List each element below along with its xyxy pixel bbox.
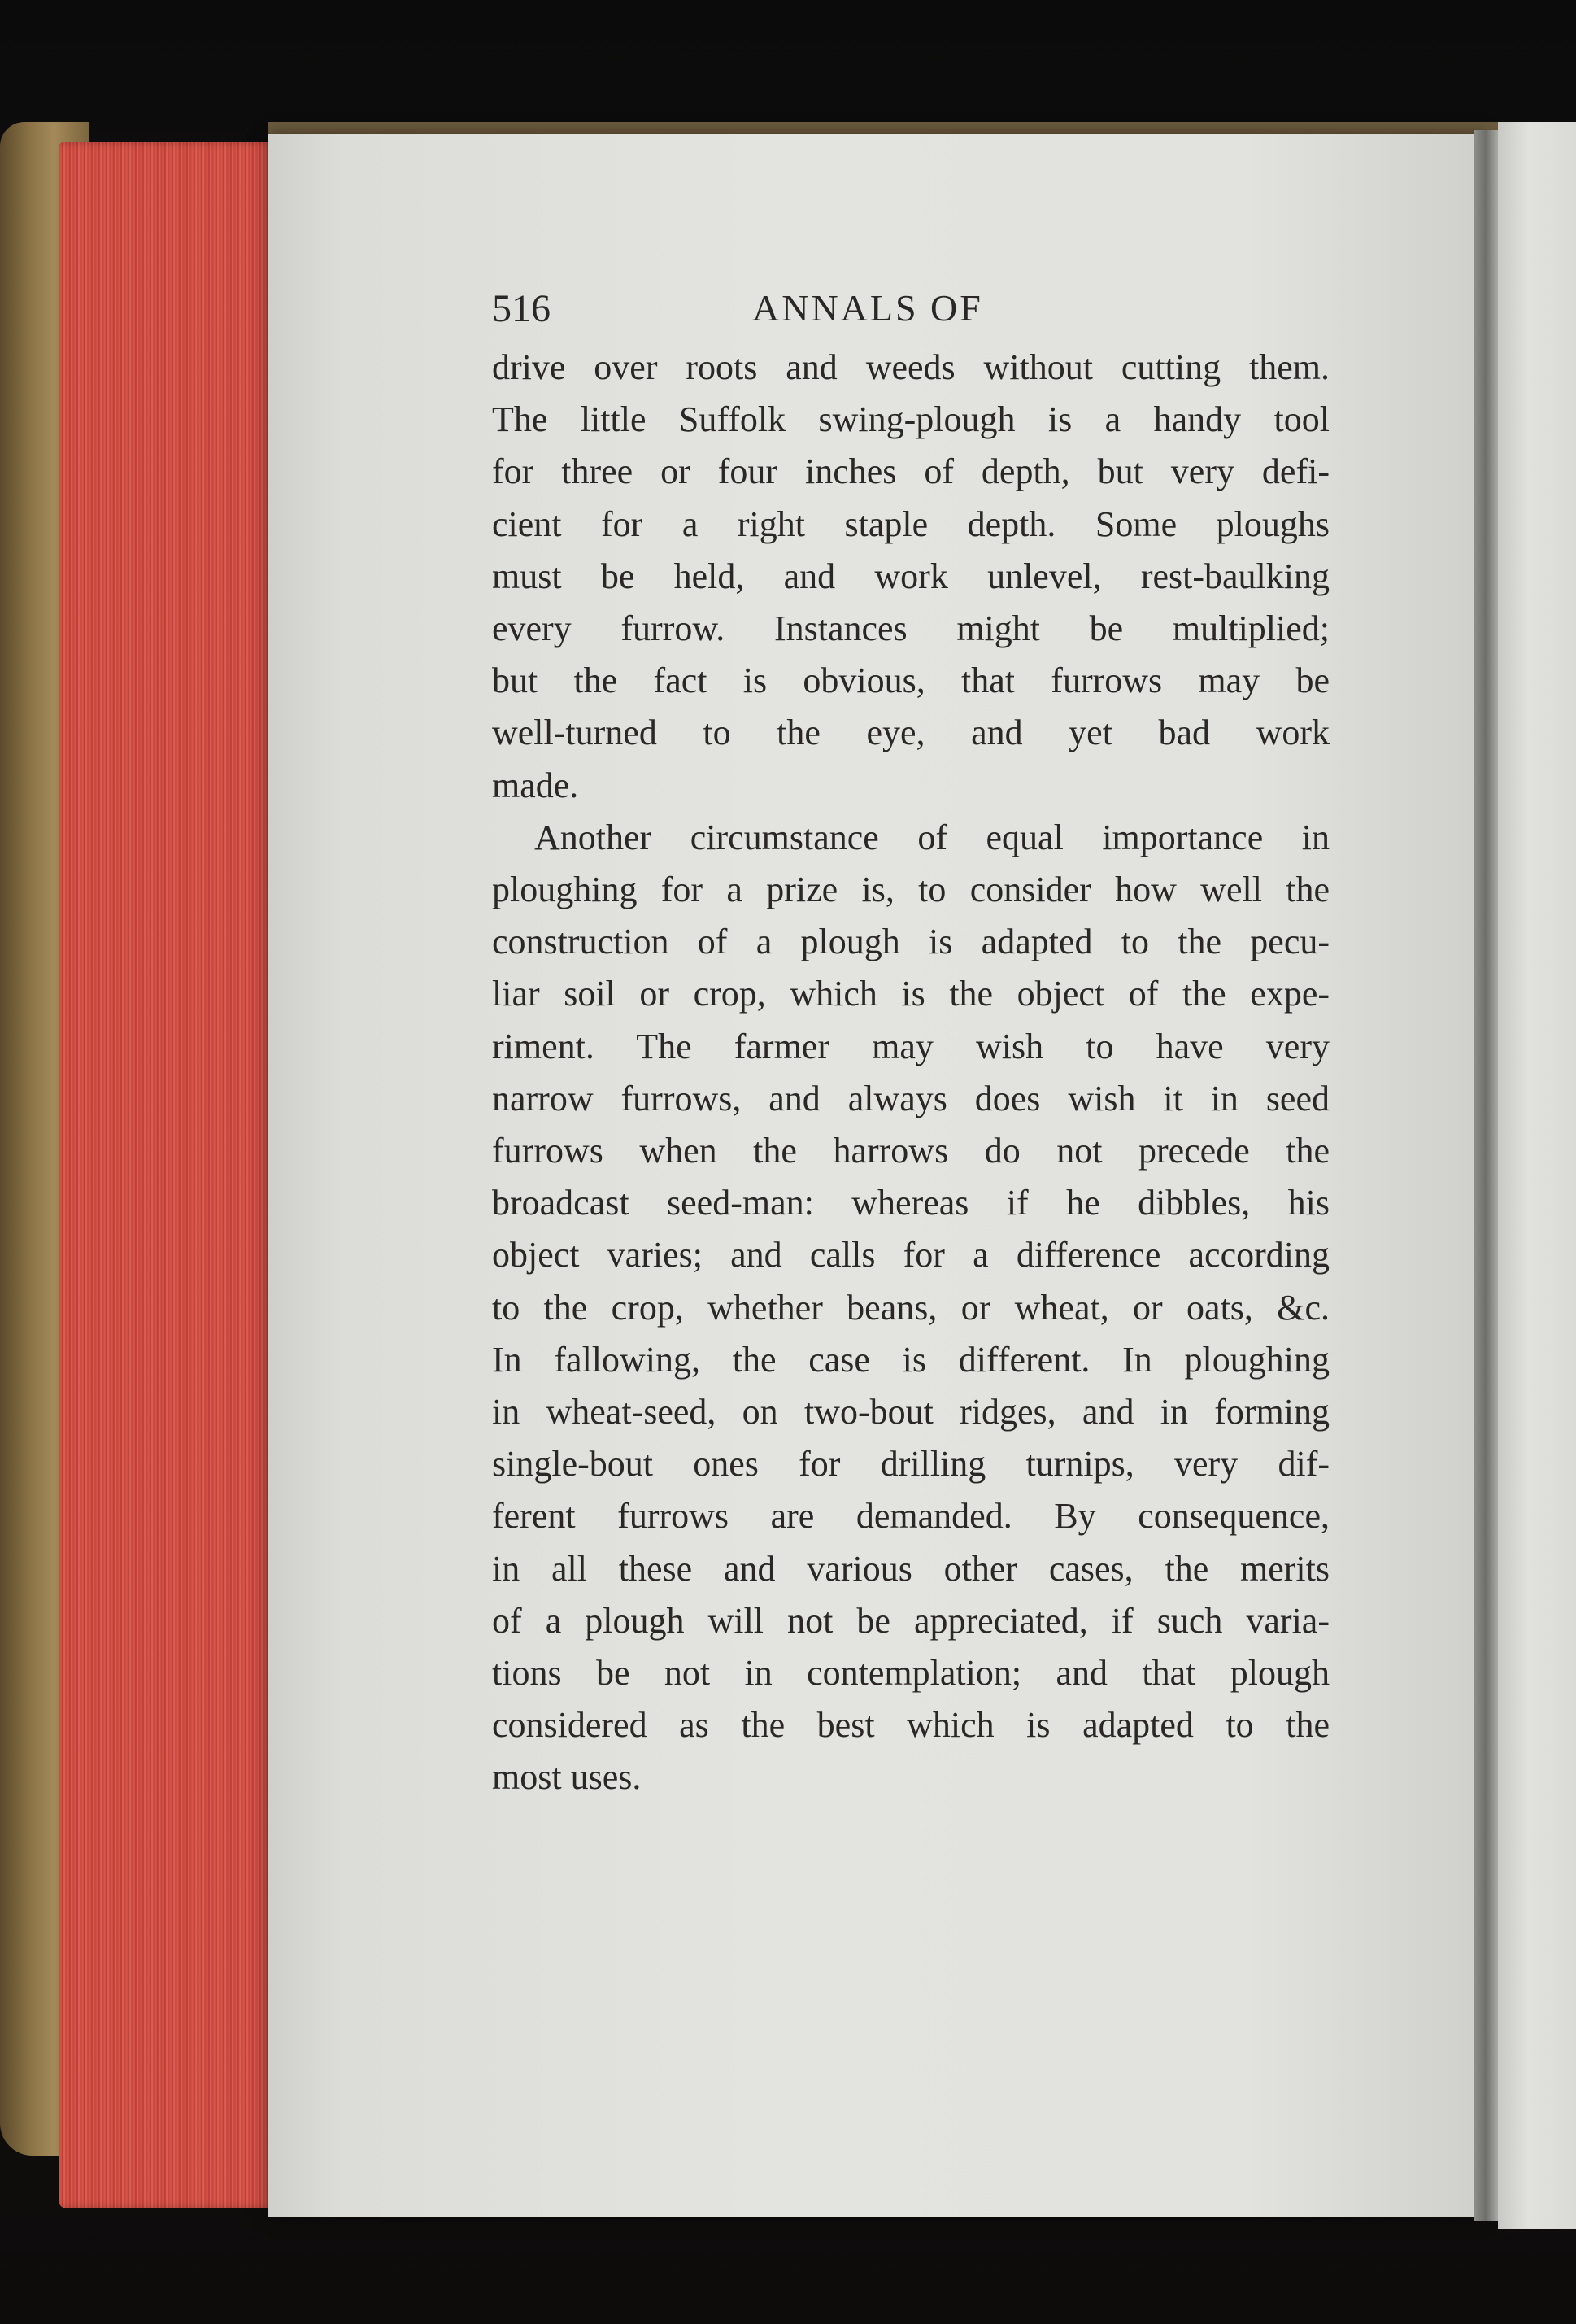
text-line: Another circumstance of equal importance in — [534, 817, 1330, 857]
text-line: well-turned to the eye, and yet bad work — [492, 713, 1330, 753]
paragraph-1 — [492, 342, 1330, 812]
text-line: furrows when the harrows do not precede the — [492, 1131, 1330, 1171]
text-line: drive over roots and weeds without cutting them. — [492, 347, 1330, 387]
paragraph-2 — [492, 812, 1330, 1804]
text-line: The little Suffolk swing-plough is a handy tool — [492, 399, 1330, 440]
text-line: must be held, and work unlevel, rest-baulking — [492, 556, 1330, 596]
text-line: narrow furrows, and always does wish it in seed — [492, 1078, 1330, 1118]
text-line: but the fact is obvious, that furrows may be — [492, 661, 1330, 701]
running-head — [492, 277, 1330, 342]
running-title: ANNALS OF — [752, 287, 983, 329]
text-line: In fallowing, the case is different. In ploughing — [492, 1339, 1330, 1380]
page-text-block — [492, 277, 1330, 1804]
page-number: 516 — [492, 287, 551, 330]
text-line: single-bout ones for drilling turnips, very dif- — [492, 1444, 1330, 1485]
text-line: object varies; and calls for a difference according — [492, 1235, 1330, 1275]
text-line: in wheat-seed, on two-bout ridges, and in forming — [492, 1392, 1330, 1432]
text-line: in all these and various other cases, the merits — [492, 1548, 1330, 1589]
text-line: construction of a plough is adapted to the pecu- — [492, 922, 1330, 962]
text-line: every furrow. Instances might be multiplied; — [492, 608, 1330, 649]
text-line: ferent furrows are demanded. By consequence, — [492, 1496, 1330, 1537]
text-line: for three or four inches of depth, but very defi- — [492, 451, 1330, 492]
text-line: considered as the best which is adapted to the — [492, 1705, 1330, 1746]
text-line: broadcast seed-man: whereas if he dibbles, his — [492, 1183, 1330, 1223]
book-gutter — [1474, 130, 1498, 2221]
text-line: tions be not in contemplation; and that plough — [492, 1653, 1330, 1694]
text-line: made. — [492, 765, 579, 805]
text-line: ploughing for a prize is, to consider how well the — [492, 870, 1330, 910]
text-line: most uses. — [492, 1757, 642, 1798]
page-edges — [59, 142, 282, 2208]
text-line: cient for a right staple depth. Some ploughs — [492, 504, 1330, 544]
text-line: of a plough will not be appreciated, if such varia- — [492, 1600, 1330, 1641]
facing-page — [1498, 122, 1576, 2229]
text-line: to the crop, whether beans, or wheat, or oats, &c. — [492, 1287, 1330, 1328]
text-line: liar soil or crop, which is the object of the expe- — [492, 974, 1330, 1014]
text-line: riment. The farmer may wish to have very — [492, 1026, 1330, 1066]
